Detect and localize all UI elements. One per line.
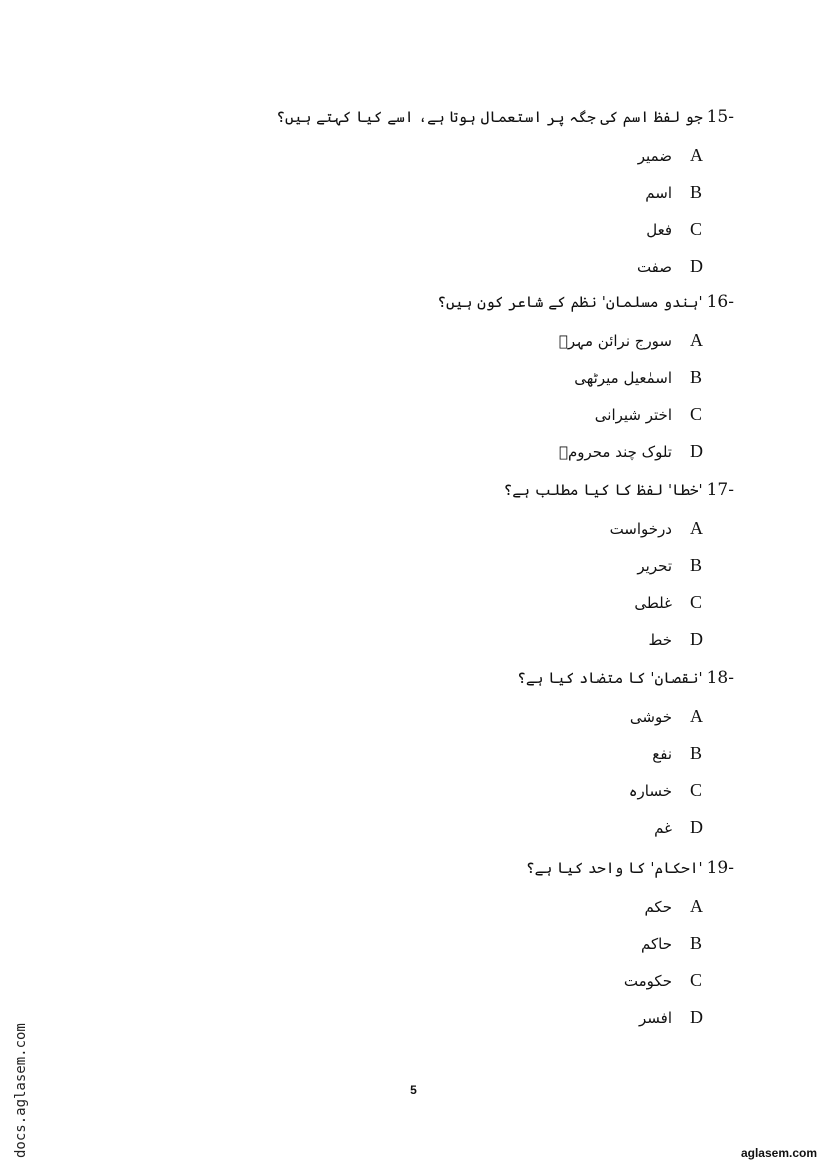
- option-letter: D: [690, 817, 703, 837]
- option-d: [648, 629, 706, 650]
- option-letter: B: [690, 555, 703, 575]
- option-letter: A: [690, 145, 703, 165]
- option-b: [637, 555, 706, 576]
- option-text: افسر: [639, 1008, 672, 1027]
- option-letter: C: [690, 592, 703, 612]
- option-letter: B: [690, 182, 703, 202]
- option-letter: C: [690, 970, 703, 990]
- option-text: حاکم: [641, 934, 672, 953]
- option-letter: C: [690, 404, 703, 424]
- option-d: [639, 1007, 706, 1028]
- option-text: غم: [654, 818, 672, 837]
- option-text: خسارہ: [628, 781, 672, 800]
- option-text: ضمیر: [637, 146, 672, 165]
- option-b: [641, 933, 706, 954]
- option-text: خط: [648, 630, 672, 649]
- page-number: 5: [410, 1083, 417, 1097]
- brand-link[interactable]: aglasem.com: [740, 1146, 817, 1160]
- question-16: [437, 292, 734, 312]
- option-text: درخواست: [609, 519, 672, 538]
- option-b: [652, 743, 706, 764]
- option-letter: C: [690, 219, 703, 239]
- option-text: فعل: [646, 220, 672, 239]
- question-number: 17-: [706, 480, 734, 500]
- option-text: تلوک چند محرومؔ: [558, 442, 672, 461]
- question-text: 'نقصان' کا متضاد کیا ہے؟: [517, 669, 703, 687]
- question-17: [504, 480, 734, 500]
- option-text: حکومت: [623, 971, 672, 990]
- option-c: [634, 592, 706, 613]
- option-c: [624, 970, 706, 991]
- question-number: 18-: [706, 668, 734, 688]
- option-a: [630, 706, 706, 727]
- option-a: [610, 518, 706, 539]
- option-text: سورج نرائن مہرؔ: [558, 331, 672, 350]
- question-number: 16-: [706, 292, 734, 312]
- option-c: [595, 404, 706, 425]
- option-letter: D: [690, 1007, 703, 1027]
- option-letter: B: [690, 743, 703, 763]
- option-d: [559, 441, 706, 462]
- question-15: [276, 107, 734, 127]
- option-letter: A: [690, 518, 703, 538]
- option-letter: D: [690, 256, 703, 276]
- option-letter: B: [690, 367, 703, 387]
- option-letter: A: [690, 896, 703, 916]
- option-d: [654, 817, 706, 838]
- option-c: [629, 780, 706, 801]
- question-text: 'خطا' لفظ کا کیا مطلب ہے؟: [503, 481, 703, 499]
- question-19: [526, 858, 734, 878]
- option-text: اختر شیرانی: [594, 405, 672, 424]
- question-text: 'ہندو مسلمان' نظم کے شاعر کون ہیں؟: [437, 293, 703, 311]
- question-number: 15-: [706, 107, 734, 127]
- option-b: [574, 367, 706, 388]
- option-letter: A: [690, 330, 703, 350]
- option-c: [646, 219, 706, 240]
- option-text: تحریر: [637, 556, 672, 575]
- option-text: غلطی: [634, 593, 672, 612]
- option-letter: D: [690, 629, 703, 649]
- option-a: [638, 145, 706, 166]
- option-b: [645, 182, 706, 203]
- question-18: [517, 668, 734, 688]
- question-number: 19-: [706, 858, 734, 878]
- option-text: خوشی: [629, 707, 672, 726]
- option-letter: D: [690, 441, 703, 461]
- option-letter: C: [690, 780, 703, 800]
- option-d: [637, 256, 706, 277]
- option-text: صفت: [636, 257, 672, 276]
- option-a: [559, 330, 706, 351]
- option-a: [644, 896, 706, 917]
- option-letter: A: [690, 706, 703, 726]
- question-text: 'احکام' کا واحد کیا ہے؟: [525, 859, 703, 877]
- option-letter: B: [690, 933, 703, 953]
- option-text: اسمٰعیل میرٹھی: [574, 368, 672, 387]
- watermark-text: docs.aglasem.com: [13, 1023, 29, 1158]
- option-text: نفع: [652, 744, 672, 763]
- question-text: جو لفظ اسم کی جگہ پر استعمال ہوتا ہے، اسے کیا کہتے ہیں؟: [276, 108, 703, 126]
- option-text: حکم: [644, 897, 672, 916]
- option-text: اسم: [645, 183, 672, 202]
